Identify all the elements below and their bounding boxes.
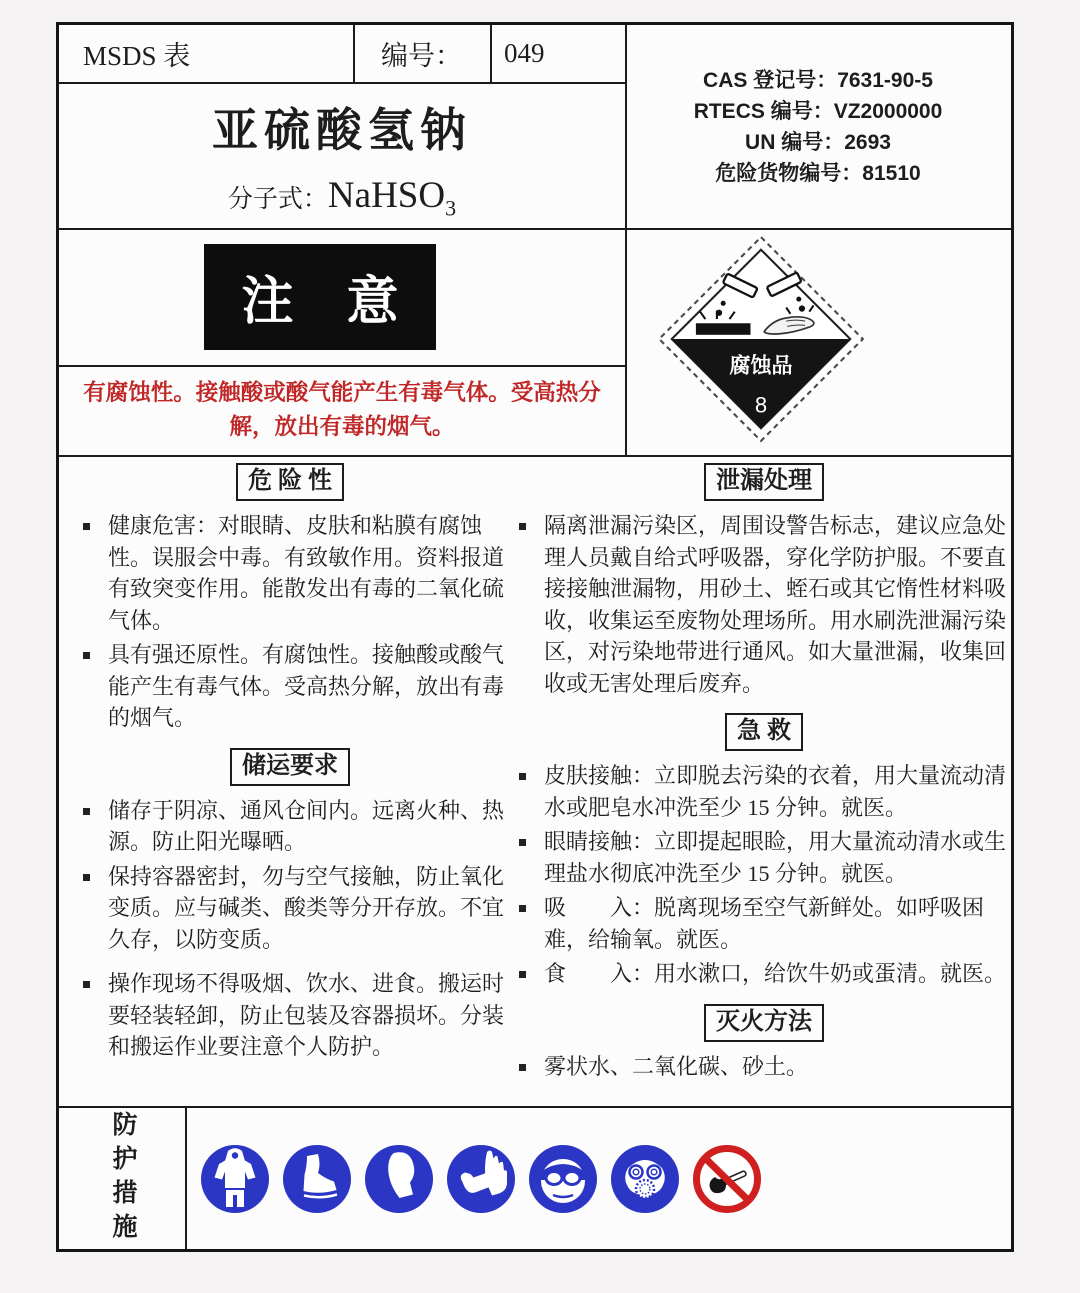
section-head	[511, 463, 1017, 501]
substance-cell	[59, 82, 625, 228]
protection-icons-row	[187, 1108, 1011, 1249]
identifiers-cell	[625, 25, 1011, 228]
warning-statement-cell	[59, 365, 625, 455]
list-item: 雾状水、二氧化碳、砂土。	[511, 1051, 1017, 1083]
msds-document	[56, 22, 1014, 1252]
hazard-class-number: 8	[754, 392, 768, 418]
section-head	[75, 748, 505, 786]
list-item: 具有强还原性。有腐蚀性。接触酸或酸气能产生有毒气体。受高热分解，放出有毒的烟气。	[75, 639, 505, 734]
section-head	[75, 463, 505, 501]
safety-boots-icon	[281, 1143, 353, 1215]
leak-list	[511, 510, 1017, 699]
fire-section-title: 灭火方法	[704, 1004, 824, 1042]
doc-number-value: 049	[504, 38, 545, 68]
dangerous-goods-number: 危险货物编号：81510	[715, 161, 921, 185]
protective-gloves-icon	[445, 1143, 517, 1215]
fire-list	[511, 1051, 1017, 1083]
no-open-flame-icon	[691, 1143, 763, 1215]
signal-word-box	[204, 244, 436, 350]
first-aid-section-title: 急 救	[725, 713, 803, 751]
storage-section-title: 储运要求	[230, 748, 350, 786]
list-item: 隔离泄漏污染区，周围设警告标志，建议应急处理人员戴自给式呼吸器，穿化学防护服。不要直接接触泄漏物，用砂土、蛭石或其它惰性材料吸收，收集运至废物处理场所。用水刷洗泄漏污染区，对污染地带进行通风。如大量泄漏，收集回收或无害处理后废弃。	[511, 510, 1017, 699]
right-column	[511, 463, 1017, 1085]
list-item: 操作现场不得吸烟、饮水、进食。搬运时要轻装轻卸，防止包装及容器损坏。分装和搬运作业要注意个人防护。	[75, 968, 505, 1063]
signal-word: 注 意	[241, 274, 419, 331]
protection-label-cell	[59, 1108, 185, 1249]
list-item: 储存于阴凉、通风仓间内。远离火种、热源。防止阳光曝晒。	[75, 795, 505, 858]
head-protection-icon	[363, 1143, 435, 1215]
section-head	[511, 1004, 1017, 1042]
list-item: 保持容器密封，勿与空气接触，防止氧化变质。应与碱类、酸类等分开存放。不宜久存，以防变质。	[75, 861, 505, 956]
storage-list	[75, 795, 505, 1063]
formula-subscript: 3	[445, 195, 457, 221]
doc-number-label: 编号：	[381, 41, 462, 71]
formula-value	[327, 175, 457, 221]
first-aid-list	[511, 760, 1017, 990]
signal-word-cell	[59, 228, 625, 365]
formula-line	[59, 174, 625, 221]
safety-goggles-icon	[527, 1143, 599, 1215]
doc-type-label: MSDS 表	[83, 41, 191, 71]
un-number: UN 编号：2693	[745, 130, 891, 154]
list-item: 食 入：用水漱口，给饮牛奶或蛋清。就医。	[511, 958, 1017, 990]
hazard-list	[75, 510, 505, 734]
substance-name: 亚硫酸氢钠	[212, 105, 472, 156]
section-head	[511, 713, 1017, 751]
leak-section-title: 泄漏处理	[704, 463, 824, 501]
list-item: 健康危害：对眼睛、皮肤和粘膜有腐蚀性。误服会中毒。有致敏作用。资料报道有致突变作用。能散发出有毒的二氧化硫气体。	[75, 510, 505, 636]
hazard-class-text: 腐蚀品	[729, 354, 793, 378]
corrosive-hazard-diamond-icon	[656, 234, 866, 444]
grid-line	[59, 455, 1011, 457]
formula-main: NaHSO	[327, 175, 446, 216]
protection-label: 防护措施	[109, 1110, 136, 1247]
left-column	[75, 463, 505, 1066]
hazard-section-title: 危 险 性	[236, 463, 344, 501]
formula-label: 分子式：	[227, 186, 328, 213]
gas-mask-icon	[609, 1143, 681, 1215]
list-item: 眼睛接触：立即提起眼睑，用大量流动清水或生理盐水彻底冲洗至少 15 分钟。就医。	[511, 826, 1017, 889]
cas-number: CAS 登记号：7631-90-5	[703, 68, 933, 92]
rtecs-number: RTECS 编号：VZ2000000	[693, 99, 943, 123]
list-item: 皮肤接触：立即脱去污染的衣着，用大量流动清水或肥皂水冲洗至少 15 分钟。就医。	[511, 760, 1017, 823]
protective-suit-icon	[199, 1143, 271, 1215]
list-item: 吸 入：脱离现场至空气新鲜处。如呼吸困难，给输氧。就医。	[511, 892, 1017, 955]
hazard-diamond-cell	[625, 228, 1011, 455]
warning-statement: 有腐蚀性。接触酸或酸气能产生有毒气体。受高热分解，放出有毒的烟气。	[83, 380, 601, 439]
